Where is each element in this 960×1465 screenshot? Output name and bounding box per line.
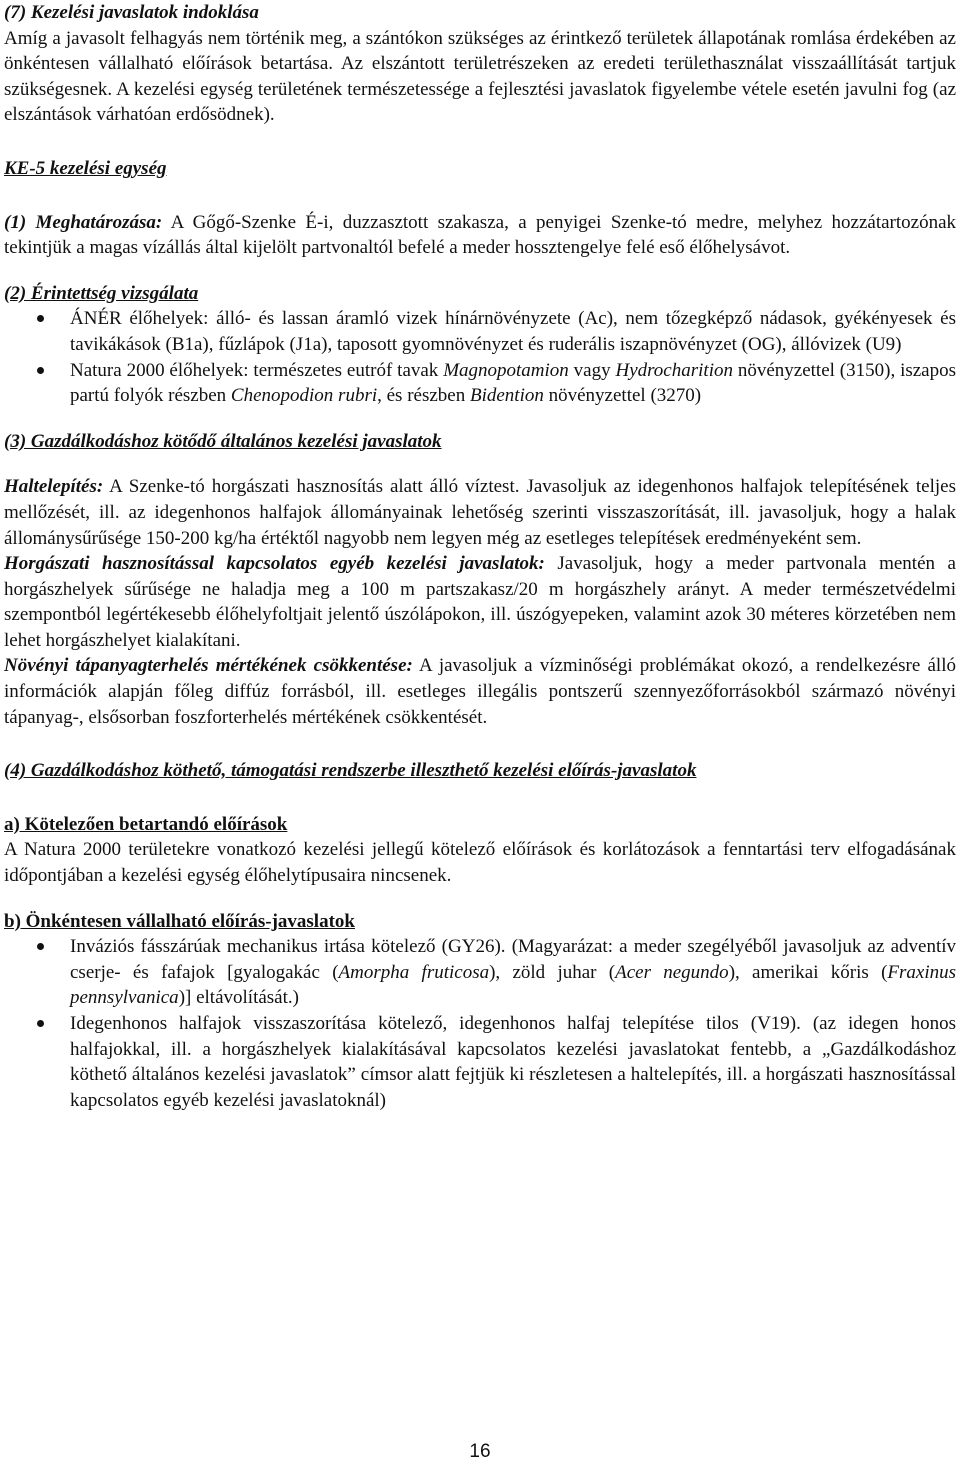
paragraph-text: Javasoljuk, hogy a meder partvonala mentén a horgászhelyek sűrűsége ne haladja meg a 100 m partszakasz/20 m horgászhely arányt. A meder természetvédelmi szempontból legértékesebb élőhelyfoltjait jelentő úszólápokon, ill. úszógyepeken, valamint azok 30 méteres körzetében nem lehet horgászhelyet kialakítani. (4, 553, 956, 651)
taxon-name: Chenopodion rubri (230, 385, 378, 407)
list-item (4, 306, 956, 357)
definition-text: A Gőgő-Szenke É-i, duzzasztott szakasza, a penyigei Szenke-tó medre, melyhez hozzátartozónak tekintjük a magas vízállás által kijelölt partvonaltól befelé a meder hossztengelye felé eső élőhelysávot. (4, 211, 957, 259)
natura-text-1: Natura 2000 élőhelyek: természetes eutróf tavak (70, 359, 444, 381)
impact-list (4, 306, 956, 408)
paragraph-label: Növényi tápanyagterhelés mértékének csökkentése: (4, 655, 413, 677)
section-7-heading: (7) Kezelési javaslatok indoklása (4, 2, 259, 23)
natura-text-3: növényzettel (3150), iszapos partú folyók részben (70, 359, 956, 407)
bullet-icon (37, 367, 44, 374)
bullet-icon (37, 1020, 44, 1027)
section-7-text: Amíg a javasolt felhagyás nem történik meg, a szántókon szükséges az érintkező területek állapotának romlása érdekében az önkéntesen vállalható előírások betartása. Az elszántott területrészeken az eredeti területhasználat visszaállítását tartjuk szükségesnek. A kezelési egység területének természetessége a fejlesztési javaslatok figyelembe vétele esetén javulni fog (az elszántások várhatóan erdősödnek). (4, 27, 956, 126)
mandatory-rules-heading: a) Kötelezően betartandó előírások (4, 813, 288, 835)
taxon-name: Fraxinus pennsylvanica (70, 961, 957, 1009)
nutrient-load-paragraph (4, 653, 956, 730)
angling-paragraph (4, 551, 956, 653)
taxon-name: Amorpha fruticosa (338, 961, 490, 983)
page-number: 16 (469, 1441, 491, 1462)
natura-text-5: növényzettel (3270) (543, 385, 702, 407)
aner-habitats: ÁNÉR élőhelyek: álló- és lassan áramló vizek hínárnövényzete (Ac), nem tőzegképző nádasok, gyékényesek és tavikákások (B1a), fűzlápok (J1a), taposott gyomnövényzet és ruderális iszapnövényzet (OG), állóvizek (U9) (70, 308, 956, 355)
taxon-name: Acer negundo (615, 961, 729, 983)
paragraph-label: Haltelepítés: (4, 476, 104, 498)
taxon-name: Magnopotamion (443, 359, 569, 381)
invasive-text-1: Inváziós fásszárúak mechanikus irtása kötelező (GY26). (Magyarázat: a meder szegélyéből javasoljuk az adventív cserje- és fafajok [gyalogakác ( (70, 936, 956, 983)
list-item (4, 358, 956, 409)
voluntary-rules-list (4, 934, 956, 1113)
general-recommendations-heading: (3) Gazdálkodáshoz kötődő általános kezelési javaslatok (4, 430, 442, 452)
taxon-name: Hydrocharition (615, 359, 733, 381)
subsidy-recommendations-heading: (4) Gazdálkodáshoz köthető, támogatási rendszerbe illeszthető kezelési előírás-javaslatok (4, 760, 697, 782)
list-item (4, 934, 956, 1011)
invasive-text-3: ), amerikai kőris ( (728, 961, 888, 983)
taxon-name: Bidention (469, 385, 544, 407)
paragraph-label: Horgászati hasznosítással kapcsolatos egyéb kezelési javaslatok: (4, 553, 545, 575)
natura-text-4: , és részben (377, 385, 470, 407)
nonnative-fish-text: Idegenhonos halfajok visszaszorítása kötelező, idegenhonos halfaj telepítése tilos (V19). (az idegen honos halfajokkal, ill. a horgászhelyek kialakításával kapcsolatos kezelési javaslatokat fentebb, a „Gazdálkodáshoz köthető általános kezelési javaslatok” címsor alatt fejtjük ki részletesen a haltelepítés, ill. a horgászati hasznosítással kapcsolatos egyéb kezelési javaslatoknál) (70, 1013, 956, 1111)
impact-heading: (2) Érintettség vizsgálata (4, 282, 199, 304)
bullet-icon (37, 315, 44, 322)
definition-label: (1) Meghatározása: (4, 211, 163, 233)
ke5-title: KE-5 kezelési egység (4, 157, 167, 179)
invasive-text-2: ), zöld juhar ( (489, 961, 616, 983)
mandatory-rules-text: A Natura 2000 területekre vonatkozó kezelési jellegű kötelező előírások és korlátozások a fenntartási terv elfogadásának időpontjában a kezelési egység élőhelytípusaira nincsenek. (4, 839, 956, 887)
list-item (4, 1011, 956, 1113)
paragraph-text: A Szenke-tó horgászati hasznosítás alatt álló víztest. Javasoljuk az idegenhonos halfajok telepítésének teljes mellőzését, ill. az idegenhonos halfajok állományainak lehetőség szerinti visszaszorítását, ill. javasoljuk, hogy a halak állománysűrűsége 150-200 kg/ha értéktől nagyobb nem legyen még az esetleges telepítések eredményeként sem. (4, 476, 956, 549)
invasive-text-4: )] eltávolítását.) (178, 987, 299, 1009)
paragraph-text: A javasoljuk a vízminőségi problémákat okozó, a rendelkezésre álló információk alapján főleg diffúz forrásból, ill. esetleges illegális pontszerű szennyezőforrásokból származó növényi tápanyag-, elsősorban foszforterhelés mértékének csökkentését. (4, 655, 956, 728)
ke5-definition (4, 210, 956, 261)
fish-stocking-paragraph (4, 474, 956, 551)
natura-text-2: vagy (568, 359, 616, 381)
bullet-icon (37, 943, 44, 950)
page-content (4, 0, 956, 1113)
voluntary-rules-heading: b) Önkéntesen vállalható előírás-javaslatok (4, 910, 355, 932)
